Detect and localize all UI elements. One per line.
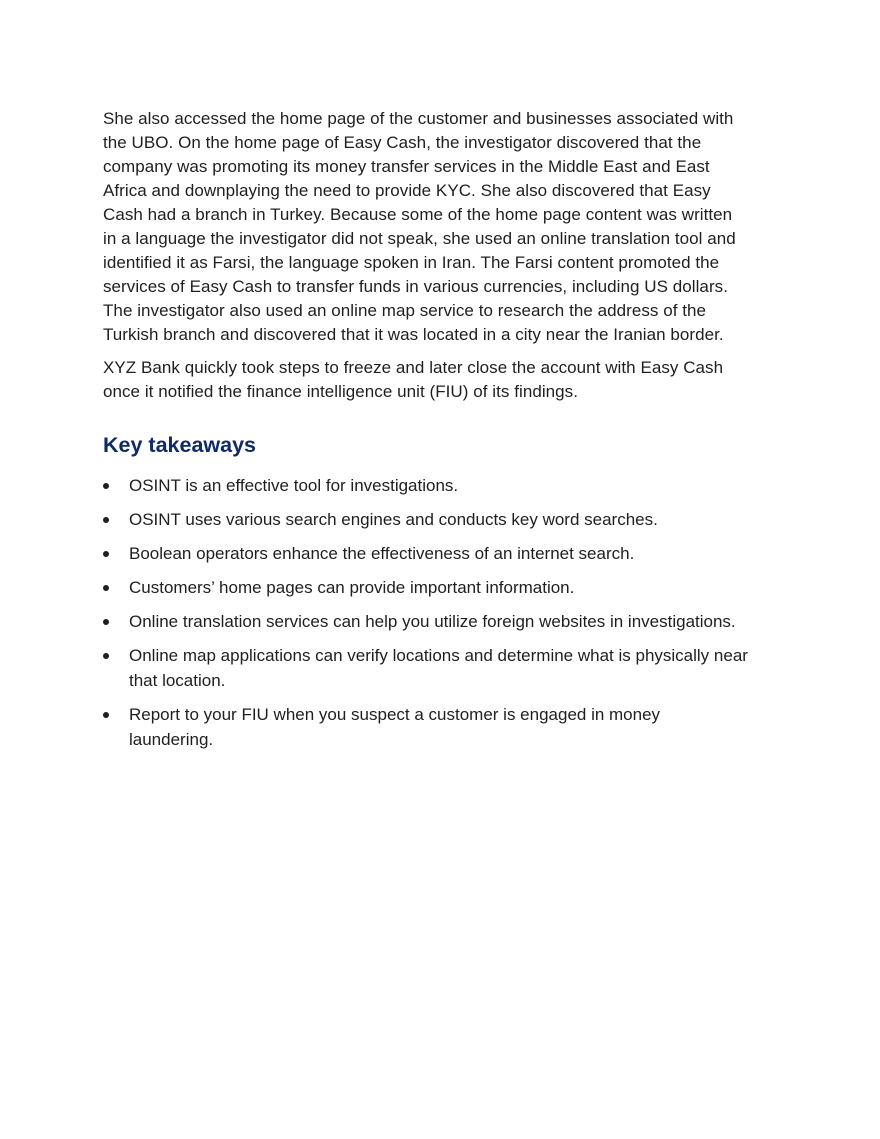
- bullet-icon: [103, 619, 109, 625]
- list-item-text: Customers’ home pages can provide important information.: [129, 578, 575, 597]
- list-item: [103, 643, 748, 693]
- list-item-text: OSINT uses various search engines and conducts key word searches.: [129, 510, 658, 529]
- body-paragraph: XYZ Bank quickly took steps to freeze and later close the account with Easy Cash once it notified the finance intelligence unit (FIU) of its findings.: [103, 358, 724, 401]
- list-item: [103, 473, 748, 498]
- bullet-icon: [103, 551, 109, 557]
- bullet-icon: [103, 712, 109, 718]
- body-paragraph: She also accessed the home page of the customer and businesses associated with the UBO. On the home page of Easy Cash, the investigator discovered that the company was promoting its money transfer services in the Middle East and East Africa and downplaying the need to provide KYC. She also discovered that Easy Cash had a branch in Turkey. Because some of the home page content was written in a language the investigator did not speak, she used an online translation tool and identified it as Farsi, the language spoken in Iran. The Farsi content promoted the services of Easy Cash to transfer funds in various currencies, including US dollars. The investigator also used an online map service to research the address of the Turkish branch and discovered that it was located in a city near the Iranian border.: [103, 109, 736, 344]
- list-item: [103, 507, 748, 532]
- bullet-icon: [103, 517, 109, 523]
- list-item-text: OSINT is an effective tool for investigations.: [129, 476, 459, 495]
- list-item: [103, 702, 748, 752]
- list-item-text: Report to your FIU when you suspect a customer is engaged in money laundering.: [129, 705, 661, 749]
- bullet-icon: [103, 653, 109, 659]
- list-item: [103, 609, 748, 634]
- list-item-text: Boolean operators enhance the effectiveness of an internet search.: [129, 544, 635, 563]
- list-item: [103, 575, 748, 600]
- bullet-icon: [103, 585, 109, 591]
- list-item-text: Online translation services can help you utilize foreign websites in investigations.: [129, 612, 736, 631]
- section-heading: Key takeaways: [103, 433, 256, 457]
- list-item: [103, 541, 748, 566]
- takeaways-list: [103, 473, 748, 752]
- document-page: [103, 107, 748, 761]
- bullet-icon: [103, 483, 109, 489]
- list-item-text: Online map applications can verify locations and determine what is physically near that location.: [129, 646, 748, 690]
